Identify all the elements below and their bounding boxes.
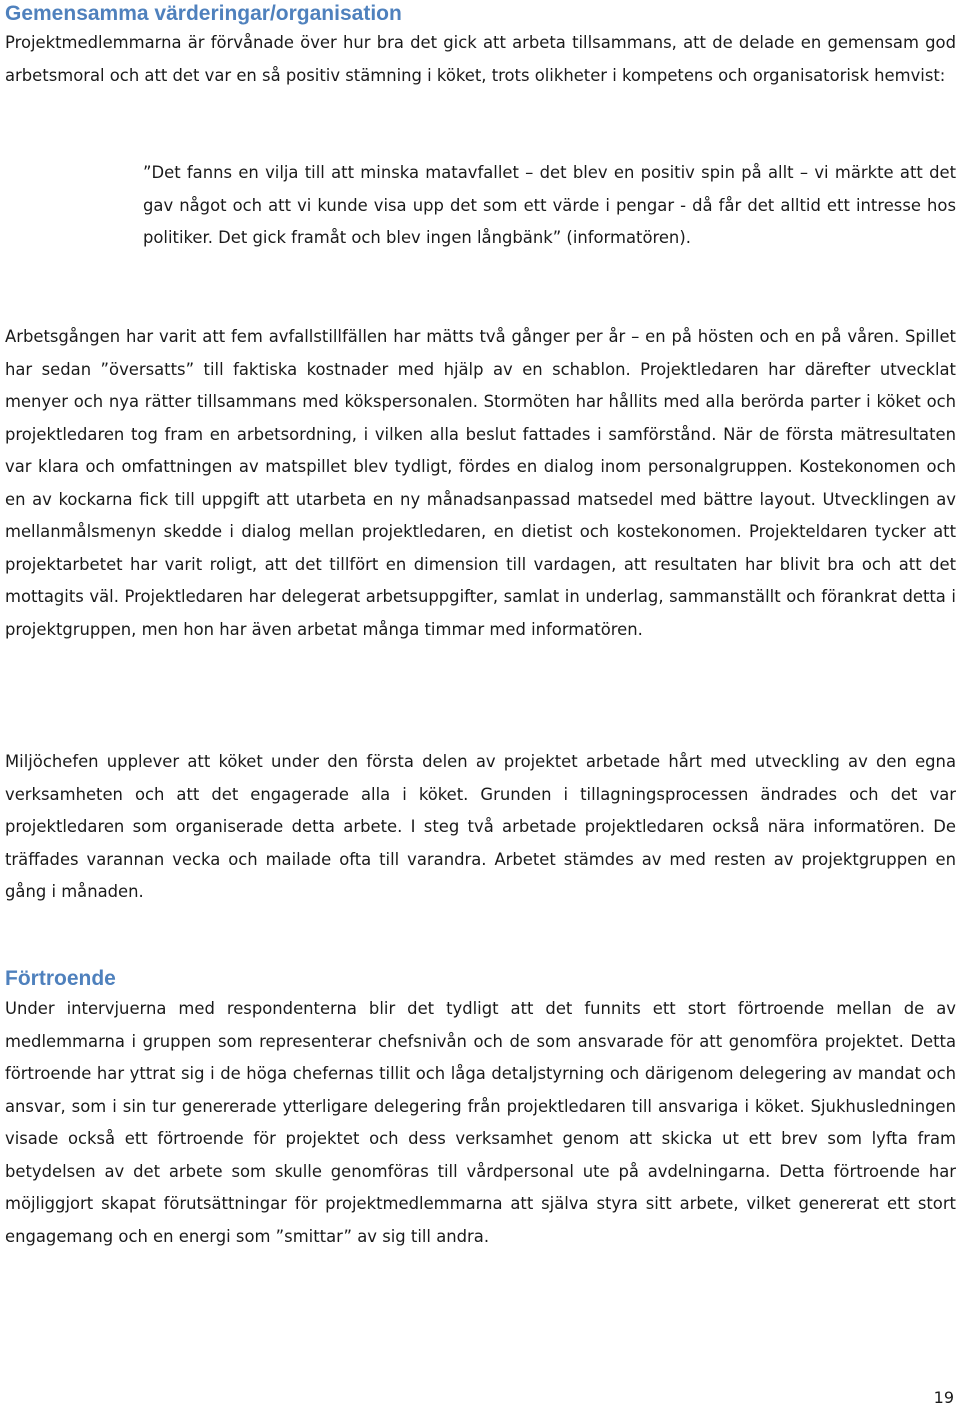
body-paragraph-environment-chief: Miljöchefen upplever att köket under den första delen av projektet arbetade hårt med utveckling av den egna verksamheten och att det engagerade alla i köket. Grunden i tillagningsprocessen ändrades och det var projektledaren som organiserade detta arbete. I steg två arbetade projektledaren också nära informatören. De träffades varannan vecka och mailade ofta till varandra. Arbetet stämdes av med resten av projektgruppen en gång i månaden.	[5, 752, 956, 901]
page-number: 19	[933, 1388, 954, 1407]
quote-block: ”Det fanns en vilja till att minska matavfallet – det blev en positiv spin på allt – vi märkte att det gav något och att vi kunde visa upp det som ett värde i pengar - då får det alltid ett intresse hos politiker. Det gick framåt och blev ingen långbänk” (informatören).	[143, 163, 956, 247]
body-paragraph-trust: Under intervjuerna med respondenterna blir det tydligt att det funnits ett stort förtroende mellan de av medlemmarna i gruppen som representerar chefsnivån och de som ansvarade för att genomföra projektet. Detta förtroende har yttrat sig i de höga chefernas tillit och låga detaljstyrning och därigenom delegering av mandat och ansvar, som i sin tur genererade ytterligare delegering från projektledaren till ansvariga i köket. Sjukhusledningen visade också ett förtroende för projektet och dess verksamhet genom att skicka ut ett brev som lyfta fram betydelsen av det arbete som skulle genomföras till vårdpersonal ute på avdelningarna. Detta förtroende har möjliggjort skapat förutsättningar för projektmedlemmarna att själva styra sitt arbete, vilket genererat ett stort engagemang och en energi som ”smittar” av sig till andra.	[5, 999, 956, 1246]
section-heading-trust: Förtroende	[5, 967, 116, 990]
section-heading-values: Gemensamma värderingar/organisation	[5, 2, 402, 25]
intro-paragraph: Projektmedlemmarna är förvånade över hur bra det gick att arbeta tillsammans, att de delade en gemensam god arbetsmoral och att det var en så positiv stämning i köket, trots olikheter i kompetens och organisatorisk hemvist:	[5, 33, 956, 85]
body-paragraph-process: Arbetsgången har varit att fem avfallstillfällen har mätts två gånger per år – en på hösten och en på våren. Spillet har sedan ”översatts” till faktiska kostnader med hjälp av en schablon. Projektledaren har därefter utvecklat menyer och nya rätter tillsammans med kökspersonalen. Stormöten har hållits med alla berörda parter i köket och projektledaren tog fram en arbetsordning, i vilken alla beslut fattades i samförstånd. När de första mätresultaten var klara och omfattningen av matspillet blev tydligt, fördes en dialog inom personalgruppen. Kostekonomen och en av kockarna fick till uppgift att utarbeta en ny månadsanpassad matsedel med bättre layout. Utvecklingen av mellanmålsmenyn skedde i dialog mellan projektledaren, en dietist och kostekonomen. Projekteldaren tycker att projektarbetet har varit roligt, att det tillfört en dimension till vardagen, att resultaten har blivit bra och att det mottagits väl. Projektledaren har delegerat arbetsuppgifter, samlat in underlag, sammanställt och förankrat detta i projektgruppen, men hon har även arbetat många timmar med informatören.	[5, 327, 956, 639]
